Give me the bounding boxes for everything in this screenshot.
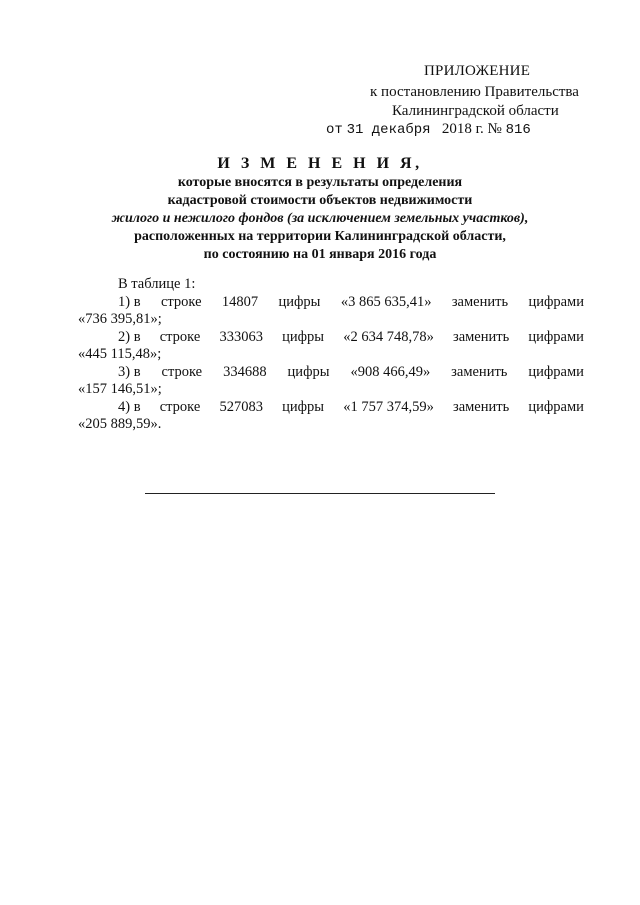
- word-digits: цифры: [282, 329, 325, 345]
- appendix-title: ПРИЛОЖЕНИЕ: [424, 63, 531, 79]
- heading-title: И З М Е Н Е Н И Я,: [217, 155, 423, 172]
- word-digits: цифры: [287, 364, 330, 380]
- change-item: [78, 294, 584, 330]
- row-number: 527083: [219, 399, 263, 415]
- appendix-reference: к постановлению Правительства: [370, 84, 579, 100]
- word-digits-new: цифрами: [528, 364, 584, 380]
- row-number: 333063: [219, 329, 263, 345]
- change-item: [78, 399, 584, 435]
- word-digits-new: цифрами: [528, 329, 584, 345]
- appendix-date-line: [326, 120, 531, 140]
- word-digits-new: цифрами: [528, 294, 584, 310]
- word-stroke: строке: [161, 364, 203, 380]
- heading-line-3: жилого и нежилого фондов (за исключением земельных участков),: [111, 211, 529, 226]
- change-item: [78, 364, 584, 400]
- new-value: «736 395,81»;: [78, 311, 162, 327]
- document-heading: [60, 154, 580, 264]
- new-value: «157 146,51»;: [78, 381, 162, 397]
- word-replace: заменить: [452, 329, 510, 345]
- old-value: «1 757 374,59»: [343, 399, 434, 415]
- new-value: «205 889,59».: [78, 416, 162, 432]
- old-value: «908 466,49»: [350, 364, 431, 380]
- closing-rule: [145, 493, 495, 494]
- item-number: 1) в: [118, 294, 141, 310]
- word-digits: цифры: [278, 294, 321, 310]
- date-prefix: от: [326, 122, 343, 138]
- item-number: 3) в: [118, 364, 141, 380]
- row-number: 334688: [223, 364, 267, 380]
- word-stroke: строке: [159, 399, 201, 415]
- appendix-region: Калининградской области: [392, 103, 559, 119]
- document-number: 816: [505, 122, 531, 138]
- number-sign: №: [487, 121, 502, 137]
- row-number: 14807: [221, 294, 259, 310]
- word-replace: заменить: [451, 294, 509, 310]
- heading-line-4: расположенных на территории Калининградской области,: [134, 229, 506, 244]
- heading-line-1: которые вносятся в результаты определения: [177, 175, 463, 190]
- new-value: «445 115,48»;: [78, 346, 162, 362]
- old-value: «2 634 748,78»: [343, 329, 434, 345]
- word-digits-new: цифрами: [528, 399, 584, 415]
- word-stroke: строке: [160, 294, 202, 310]
- change-item-line: [118, 329, 584, 347]
- change-item-line: [118, 399, 584, 417]
- heading-line-2: кадастровой стоимости объектов недвижимости: [167, 193, 473, 208]
- word-replace: заменить: [451, 364, 508, 380]
- body-intro: В таблице 1:: [118, 276, 196, 292]
- change-item-line: [118, 364, 584, 382]
- change-item: [78, 329, 584, 365]
- date-year: 2018 г.: [441, 121, 484, 137]
- item-number: 4) в: [118, 399, 141, 415]
- change-item-line: [118, 294, 584, 312]
- item-number: 2) в: [118, 329, 141, 345]
- word-digits: цифры: [282, 399, 325, 415]
- word-replace: заменить: [452, 399, 510, 415]
- heading-line-5: по состоянию на 01 января 2016 года: [203, 247, 437, 262]
- date-value: 31 декабря: [346, 122, 431, 138]
- word-stroke: строке: [159, 329, 201, 345]
- old-value: «3 865 635,41»: [340, 294, 432, 310]
